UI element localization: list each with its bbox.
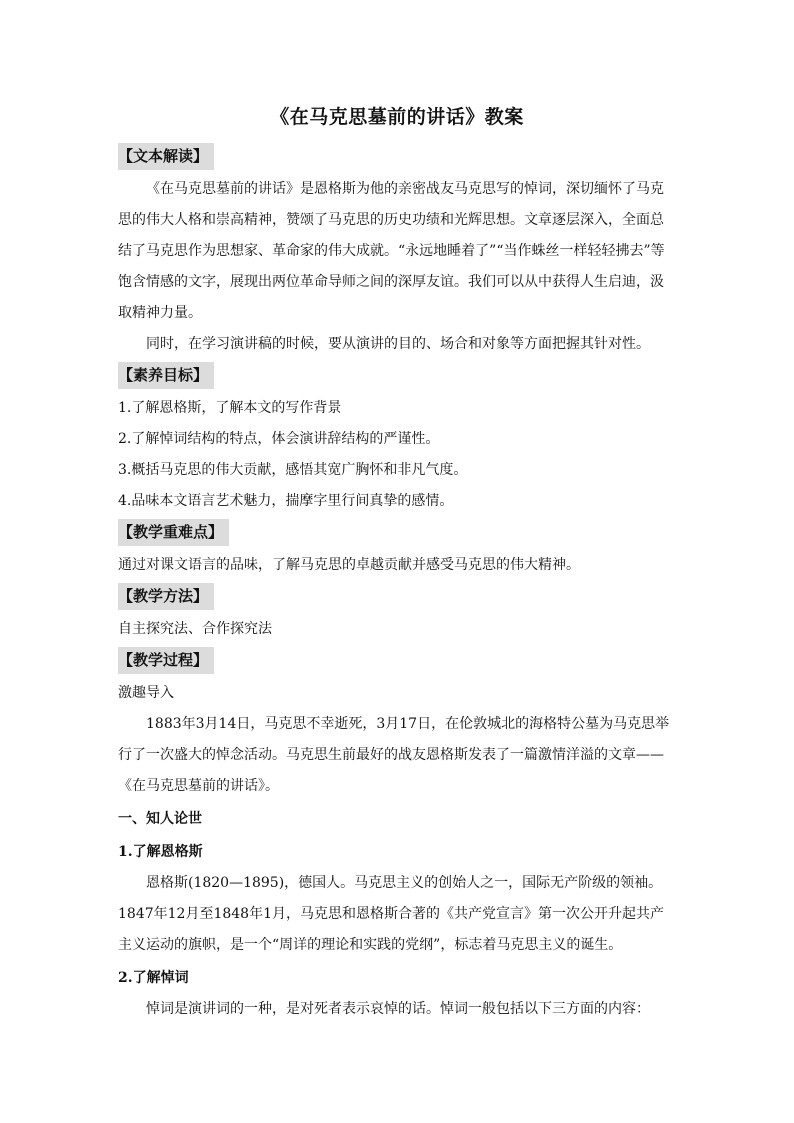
sub2-title: 2.了解悼词	[118, 970, 189, 986]
goal-item-4: 4.品味本文语言艺术魅力，揣摩字里行间真挚的感情。	[118, 493, 454, 509]
intro-paragraph: 1883年3月14日，马克思不幸逝死，3月17日，在伦敦城北的海格特公墓为马克思举行了一次盛大的悼念活动。马克思生前最好的战友恩格斯发表了一篇激情洋溢的文章——《在马克思墓前的讲话》。	[118, 716, 670, 794]
page-title: 《在马克思墓前的讲话》教案	[270, 106, 524, 128]
section-header-key-points: 【教学重难点】	[118, 519, 229, 546]
section-header-methods: 【教学方法】	[118, 583, 214, 610]
intro-label: 激趣导入	[118, 685, 174, 701]
goal-item-3: 3.概括马克思的伟大贡献，感悟其宽广胸怀和非凡气度。	[118, 462, 468, 478]
section-header-reading: 【文本解读】	[118, 143, 214, 170]
document-body	[118, 96, 676, 1025]
part1-title: 一、知人论世	[118, 811, 202, 827]
goal-item-1: 1.了解恩格斯，了解本文的写作背景	[118, 400, 342, 416]
reading-paragraph-2: 同时，在学习演讲稿的时候，要从演讲的目的、场合和对象等方面把握其针对性。	[146, 336, 650, 352]
sub1-title: 1.了解恩格斯	[118, 844, 203, 860]
section-header-process: 【教学过程】	[118, 647, 214, 674]
key-points-text: 通过对课文语言的品味，了解马克思的卓越贡献并感受马克思的伟大精神。	[118, 557, 580, 573]
reading-paragraph-1: 《在马克思墓前的讲话》是恩格斯为他的亲密战友马克思写的悼词，深切缅怀了马克思的伟大人格和崇高精神，赞颂了马克思的历史功绩和光辉思想。文章逐层深入，全面总结了马克思作为思想家、革命家的伟大成就。“永远地睡着了”“当作蛛丝一样轻轻拂去”等饱含情感的文字，展现出两位革命导师之间的深厚友谊。我们可以从中获得人生启迪，汲取精神力量。	[118, 181, 665, 321]
methods-text: 自主探究法、合作探究法	[118, 621, 272, 637]
eulogy-paragraph: 悼词是演讲词的一种，是对死者表示哀悼的话。悼词一般包括以下三方面的内容：	[146, 1001, 650, 1017]
section-header-goals: 【素养目标】	[118, 362, 214, 389]
engels-paragraph: 恩格斯(1820—1895)，德国人。马克思主义的创始人之一，国际无产阶级的领袖。1847年12月至1848年1月，马克思和恩格斯合著的《共产党宣言》第一次公开升起共产主义运动的旗帜，是一个“周详的理论和实践的党纲”，标志着马克思主义的诞生。	[118, 875, 664, 953]
goal-item-2: 2.了解悼词结构的特点，体会演讲辞结构的严谨性。	[118, 431, 440, 447]
